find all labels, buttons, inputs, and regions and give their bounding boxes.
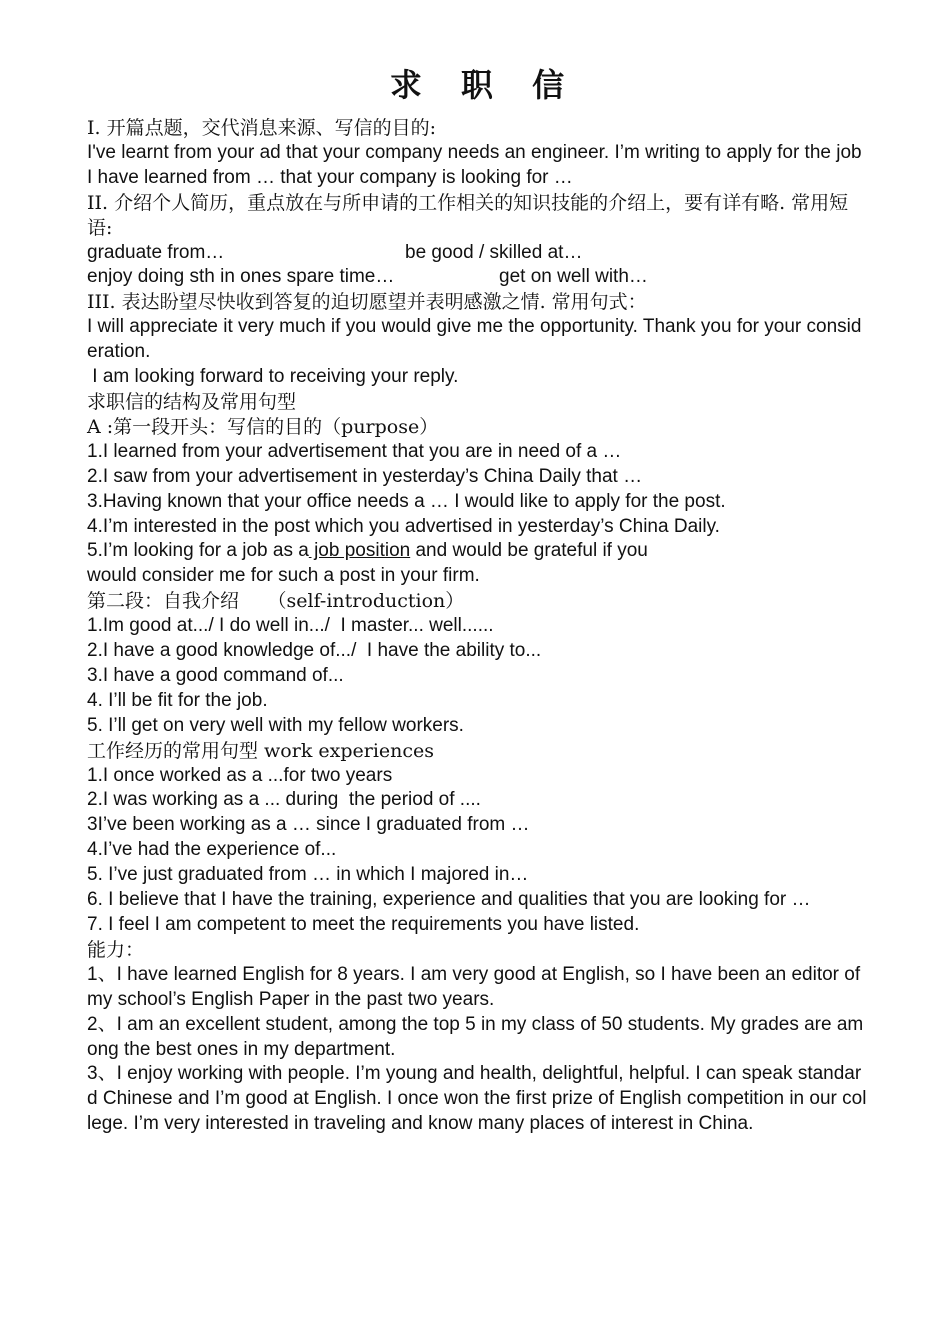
para1-item-1: 1.I learned from your advertisement that you are in need of a … xyxy=(87,440,622,462)
experience-item-1: 1.I once worked as a ...for two years xyxy=(87,764,393,786)
ability-heading: 能力： xyxy=(87,938,145,961)
part2-heading: II. 介绍个人简历，重点放在与所申请的工作相关的知识技能的介绍上，要有详有略. 常用短语: xyxy=(87,191,849,239)
phrase-enjoy: enjoy doing sth in ones spare time… xyxy=(87,266,395,288)
intro-line-2: I have learned from … that your company is looking for … xyxy=(87,166,573,188)
phrase-row-1 xyxy=(87,241,867,266)
ability-item-1: 1、I have learned English for 8 years. I am very good at English, so I have been an editor of my school’s English Paper in the past two years. xyxy=(87,963,866,1010)
para1-item-2: 2.I saw from your advertisement in yesterday’s China Daily that … xyxy=(87,465,643,487)
experience-item-2: 2.I was working as a ... during the period of .... xyxy=(87,789,481,811)
para2-item-4: 4. I’ll be fit for the job. xyxy=(87,689,268,711)
structure-heading: 求职信的结构及常用句型 xyxy=(87,390,297,413)
ability-item-2: 2、I am an excellent student, among the top 5 in my class of 50 students. My grades are among the best ones in my department. xyxy=(87,1013,864,1060)
intro-heading: I. 开篇点题，交代消息来源、写信的目的: xyxy=(87,117,436,139)
phrase-graduate: graduate from… xyxy=(87,241,225,263)
para2-heading: 第二段：自我介绍 （self-introduction） xyxy=(87,590,465,613)
para1-heading: A :第一段开头：写信的目的（purpose） xyxy=(87,415,439,438)
para1-item-5-post: and would be grateful if you xyxy=(410,540,648,562)
document-page xyxy=(87,62,867,1137)
para1-item-4: 4.I’m interested in the post which you advertised in yesterday’s China Daily. xyxy=(87,515,720,537)
para1-item-3: 3.Having known that your office needs a … I would like to apply for the post. xyxy=(87,490,726,512)
ability-item-3: 3、I enjoy working with people. I’m young and health, delightful, helpful. I can speak standard Chinese and I’m good at English. I once won the first prize of English competition in our college. I’m very interested in traveling and know many places of interest in China. xyxy=(87,1063,867,1135)
experience-item-4: 4.I’ve had the experience of... xyxy=(87,839,337,861)
para1-item-5-pre: 5.I’m looking for a job as a xyxy=(87,540,309,562)
experience-item-7: 7. I feel I am competent to meet the requirements you have listed. xyxy=(87,914,640,935)
para2-item-1: 1.Im good at.../ I do well in.../ I master... well...... xyxy=(87,615,494,637)
experience-item-3: 3I’ve been working as a … since I graduated from … xyxy=(87,814,530,836)
experience-item-5: 5. I’ve just graduated from … in which I majored in… xyxy=(87,864,529,886)
para2-item-5: 5. I’ll get on very well with my fellow workers. xyxy=(87,714,464,736)
page-title: 求 职 信 xyxy=(389,66,579,104)
phrase-good-at: be good / skilled at… xyxy=(405,241,583,263)
part3-heading: III. 表达盼望尽快收到答复的迫切愿望并表明感激之情. 常用句式： xyxy=(87,291,647,314)
phrase-get-on: get on well with… xyxy=(499,266,648,288)
para2-item-3: 3.I have a good command of... xyxy=(87,664,344,686)
phrase-row-2 xyxy=(87,265,867,290)
para2-item-2: 2.I have a good knowledge of.../ I have the ability to... xyxy=(87,640,542,662)
part3-line-1: I will appreciate it very much if you would give me the opportunity. Thank you for your consideration. xyxy=(87,316,862,363)
intro-line-1: I've learnt from your ad that your company needs an engineer. I’m writing to apply for the job xyxy=(87,141,862,163)
experience-item-6: 6. I believe that I have the training, experience and qualities that you are looking for … xyxy=(87,889,811,911)
para1-item-5 xyxy=(87,539,867,564)
experience-heading: 工作经历的常用句型 work experiences xyxy=(87,739,435,762)
para1-item-5-cont: would consider me for such a post in your firm. xyxy=(87,565,480,587)
part3-line-2: I am looking forward to receiving your reply. xyxy=(87,366,459,388)
job-position-underlined: job position xyxy=(308,540,411,562)
